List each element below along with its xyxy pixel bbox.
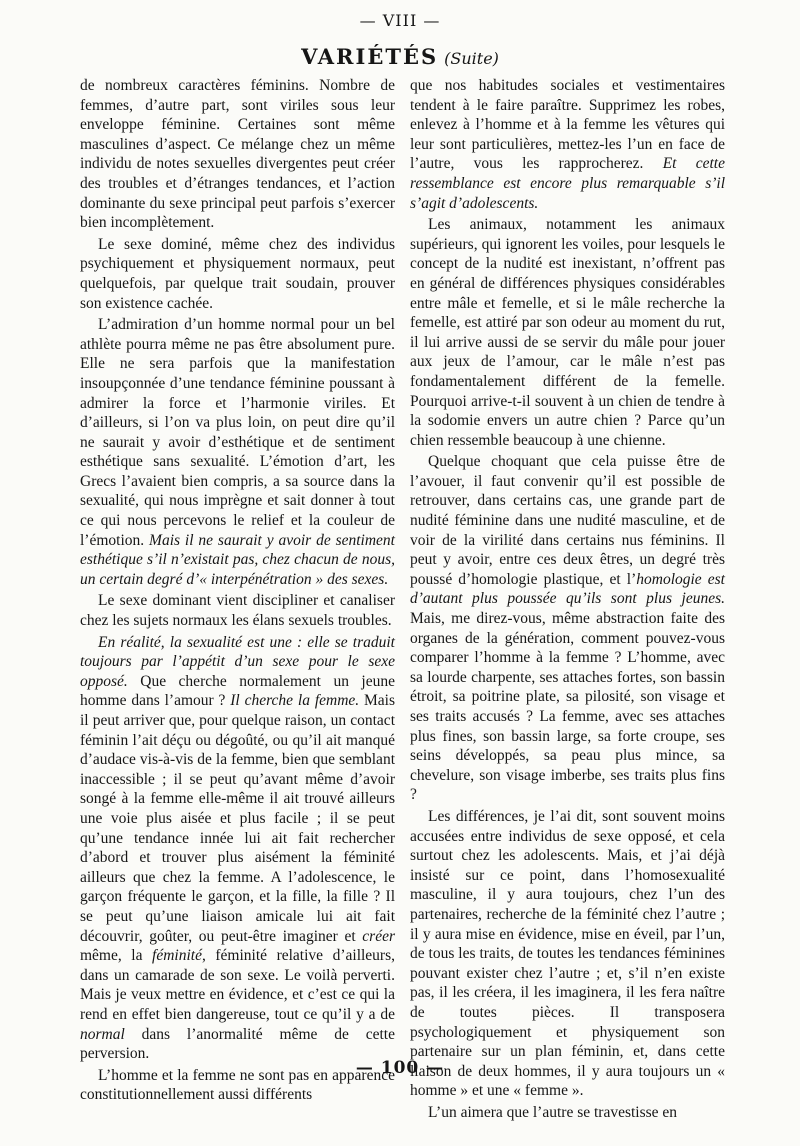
paragraph: Le sexe dominant vient discipliner et canaliser chez les sujets normaux les élans sexuels troubles.: [80, 592, 395, 630]
text-run: Mais il peut arriver que, pour quelque raison, un contact féminin l’ait déçu ou dégoûté, ou qu’il ait manqué d’audace vis-à-vis de la femme, bien que semblant inaccessible ; il se peut qu’avant même d’avoir songé à la femme elle-même il ait trouvé ailleurs une voie plus aisée et plus facile ; il se peut qu’une tendance innée lui ait fait rechercher d’abord et trouver plus aisément la féminité ailleurs que chez la femme. A l’adolescence, le garçon fréquente le garçon, et la fille, la fille ? Il se peut qu’une liaison amicale lui ait fait découvrir, goûter, ou peut-être imaginer et: [80, 692, 396, 945]
italic-run: Et cette ressemblance est encore plus remarquable s’il s’agit d’adolescents.: [410, 155, 725, 212]
paragraph: [410, 76, 725, 213]
text-run: dans l’anormalité même de cette perversion.: [80, 1025, 395, 1063]
paragraph: [410, 452, 725, 805]
italic-run: Mais il ne saurait y avoir de sentiment esthétique s’il n’existait pas, chez chacun de nous, un certain degré d’« interpénétration » des sexes.: [80, 531, 395, 588]
text-run: Que cherche normalement un jeune homme dans l’amour ?: [80, 672, 395, 710]
text-run: que nos habitudes sociales et vestimentaires tendent à le faire paraître. Supprimez les robes, enlevez à l’homme et à la femme les vêtures qui leur sont particulières, mettez-les l’un en face de l’autre, vous les rapprocherez.: [410, 77, 725, 173]
text-run: L’admiration d’un homme normal pour un bel athlète pourra même ne pas être absolument pure. Elle ne sera parfois que la manifestation insoupçonnée d’une tendance féminine poussant à admirer la force et l’harmonie viriles. Et d’ailleurs, si l’on va plus loin, on peut dire qu’il ne saurait y avoir d’esthétique et de sentiment esthétique sans sexualité. L’émotion d’art, les Grecs l’avaient bien compris, a sa source dans la sexualité, qui nous imprègne et sait donner à tout ce qui nous percevons le relief et la couleur de l’émotion.: [80, 316, 395, 549]
page-number: — 100 —: [355, 1058, 445, 1078]
text-run: Quelque choquant que cela puisse être de l’avouer, il faut convenir qu’il est possible de retrouver, dans certains cas, une grande part de nudité féminine dans une nudité masculine, et de voir de la virilité dans certains nus féminins. Il peut y avoir, entre ces deux êtres, un degré très poussé d’homologie plastique, et l’: [410, 453, 725, 588]
paragraph: Les différences, je l’ai dit, sont souvent moins accusées entre individus de sexe opposé, et cela surtout chez les adolescents. Mais, et j’ai déjà insisté sur ce point, dans l’homosexualité masculine, il y aura toujours, chez l’un des partenaires, recherche de la féminité chez l’autre ; il y aura mise en évidence, mise en éveil, par l’un, de tous les traits, de toutes les tendances féminines pouvant exister chez l’autre ; et, s’il n’en existe pas, il les créera, il les imaginera, il les fera naître de toutes pièces. Il transposera psychologiquement et physiquement son partenaire sur un plan féminin, et, dans cette liaison de deux hommes, il y aura toujours un « homme » et une « femme ».: [410, 807, 725, 1100]
section-title-suffix: (Suite): [444, 49, 499, 68]
paragraph: [80, 633, 395, 1064]
italic-run: normal: [80, 1025, 125, 1043]
text-run: même, la: [80, 947, 153, 965]
italic-run: Il cherche la femme.: [230, 692, 360, 710]
text-run: , féminité relative d’ailleurs, dans un camarade de son sexe. Le voilà perverti. Mais je veux mettre en évidence, et c’est ce qui la rend en effet bien dangereuse, tout ce qu’il y a de: [80, 947, 395, 1023]
italic-run: En réalité, la sexualité est une : elle se traduit toujours par l’appétit d’un sexe pour le sexe opposé.: [80, 633, 395, 690]
roman-page-marker: — VIII —: [359, 11, 441, 30]
italic-run: créer: [362, 927, 395, 945]
section-title: [0, 44, 800, 69]
paragraph: Les animaux, notamment les animaux supérieurs, qui ignorent les voiles, pour lesquels le concept de la nudité est inexistant, n’offrent pas en général de différences physiques considérables entre mâle et femelle, et si le mâle recherche la femelle, est attiré par son odeur au moment du rut, il lui arrive aussi de se servir du mâle pour jouer aux jeux de l’amour, car le mâle n’est pas fondamentalement différent de la femelle. Pourquoi arrive-t-il souvent à un chien de tendre à la sodomie envers un autre chien ? Parce qu’un chien ressemble beaucoup à une chienne.: [410, 216, 725, 449]
text-run: Mais, me direz-vous, même abstraction faite des organes de la génération, comment pouvez-vous comparer l’homme à la femme ? L’homme, avec sa lourde charpente, ses attaches fortes, son bassin étroit, sa poitrine plate, sa pilosité, son visage et ses traits accusés ? La femme, avec ses attaches plus fines, son bassin large, sa forte croupe, ses seins développés, sa peau plus mince, sa chevelure, son visage imberbe, ses traits plus fins ?: [410, 610, 725, 804]
paragraph: Le sexe dominé, même chez des individus psychiquement et physiquement normaux, peut quelquefois, par quelque trait soudain, prouver son existence cachée.: [80, 235, 395, 312]
section-title-text: VARIÉTÉS: [301, 44, 439, 69]
paragraph: [80, 315, 395, 589]
italic-run: féminité: [152, 947, 202, 965]
paragraph: L’homme et la femme ne sont pas en apparence constitutionnellement aussi différents: [80, 1066, 395, 1104]
paragraph: L’un aimera que l’autre se travestisse en: [428, 1103, 678, 1121]
paragraph: de nombreux caractères féminins. Nombre de femmes, d’autre part, sont viriles sous leur enveloppe féminine. Certaines sont même masculines d’aspect. Ce mélange chez un même individu de notes sexuelles divergentes peut créer des troubles et d’étranges tendances, et l’action dominante du sexe principal peut parfois s’exercer bien incomplètement.: [80, 77, 395, 232]
italic-run: homologie est d’autant plus poussée qu’ils sont plus jeunes.: [410, 570, 725, 608]
right-column: [410, 76, 725, 1122]
left-column: [80, 76, 395, 1105]
